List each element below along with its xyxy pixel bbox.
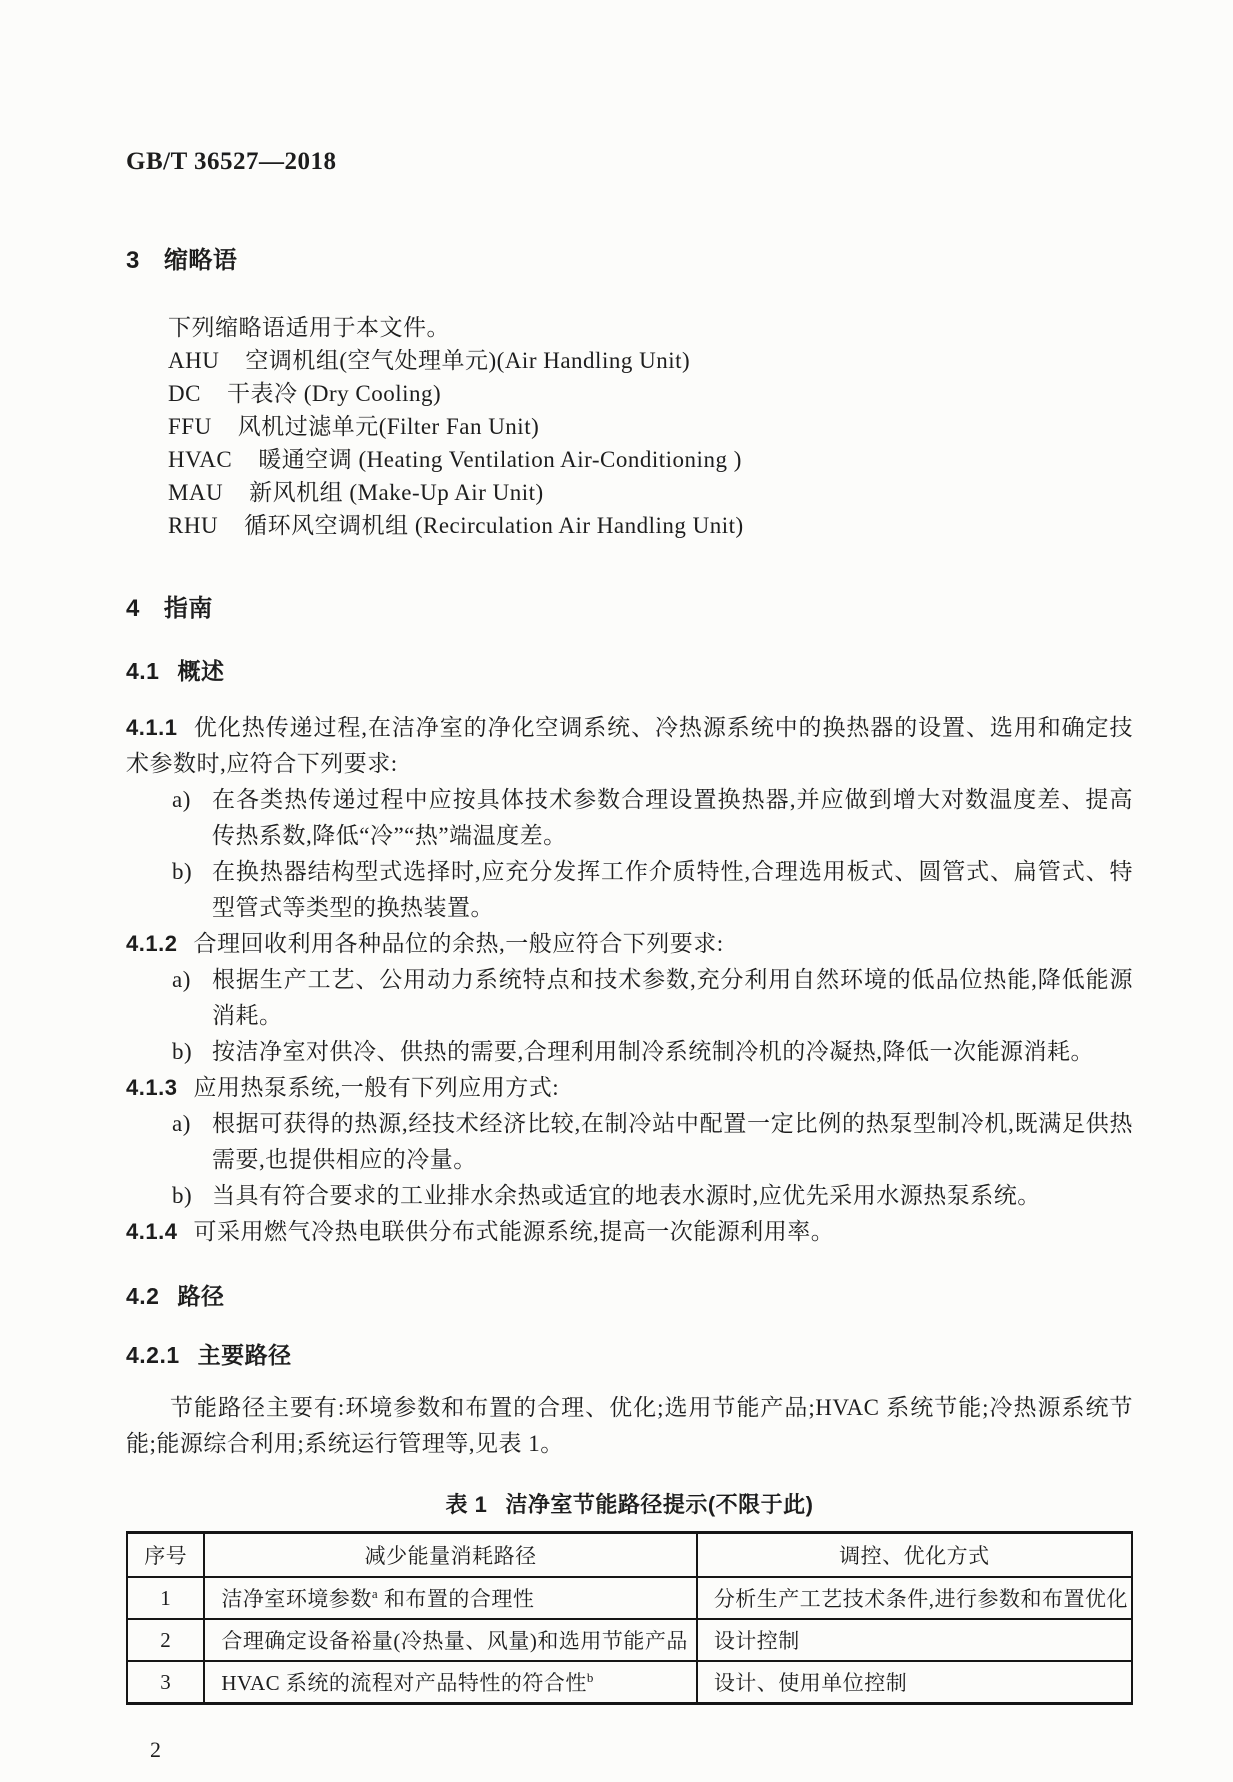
section-4-2-number: 4.2 (126, 1283, 160, 1309)
list-item (126, 782, 1133, 854)
clause-number: 4.1.4 (126, 1219, 178, 1244)
section-3-number: 3 (126, 247, 140, 274)
clause-text: 优化热传递过程,在洁净室的净化空调系统、冷热源系统中的换热器的设置、选用和确定技术参数时,应符合下列要求: (126, 715, 1133, 776)
list-item-label: b) (172, 859, 193, 884)
cell-index: 2 (127, 1619, 204, 1661)
list-item-label: a) (172, 787, 191, 812)
list-item-label: b) (172, 1039, 193, 1064)
section-4-2-1-number: 4.2.1 (126, 1342, 180, 1368)
section-4-2-title: 路径 (177, 1283, 225, 1309)
abbreviation-item (126, 377, 1133, 410)
section-4-heading (126, 588, 1133, 623)
abbreviation-item (126, 344, 1133, 377)
list-item-text: 在各类热传递过程中应按具体技术参数合理设置换热器,并应做到增大对数温度差、提高传热系数,降低“冷”“热”端温度差。 (212, 787, 1133, 848)
list-item-label: a) (172, 967, 191, 992)
list-item-text: 当具有符合要求的工业排水余热或适宜的地表水源时,应优先采用水源热泵系统。 (212, 1183, 1041, 1208)
list-item-text: 在换热器结构型式选择时,应充分发挥工作介质特性,合理选用板式、圆管式、扁管式、特型管式等类型的换热装置。 (212, 859, 1133, 920)
table-header-row (127, 1533, 1132, 1578)
abbr-term: DC (168, 381, 201, 406)
cell-path (204, 1619, 696, 1661)
cell-path-rest: 和布置的合理性 (378, 1587, 535, 1611)
clause-number: 4.1.2 (126, 931, 178, 956)
clause-number: 4.1.1 (126, 715, 178, 740)
table-caption-title: 洁净室节能路径提示(不限于此) (505, 1492, 814, 1517)
list-item-text: 根据可获得的热源,经技术经济比较,在制冷站中配置一定比例的热泵型制冷机,既满足供热需要,也提供相应的冷量。 (212, 1111, 1133, 1172)
cell-path (204, 1661, 696, 1704)
section-4-2-1-paragraph: 节能路径主要有:环境参数和布置的合理、优化;选用节能产品;HVAC 系统节能;冷热源系统节能;能源综合利用;系统运行管理等,见表 1。 (126, 1395, 1133, 1456)
section-4-title: 指南 (163, 595, 213, 622)
cell-path-text: 洁净室环境参数 (221, 1587, 372, 1611)
clause-4-1-3 (126, 1070, 1133, 1106)
abbr-definition: 干表冷 (Dry Cooling) (226, 381, 442, 406)
footnote-marker: a (371, 1586, 379, 1601)
abbr-term: RHU (168, 513, 219, 538)
clause-4-1-2 (126, 926, 1133, 962)
page-number: 2 (150, 1737, 162, 1762)
list-item-text: 按洁净室对供冷、供热的需要,合理利用制冷系统制冷机的冷凝热,降低一次能源消耗。 (212, 1039, 1094, 1064)
cell-method: 设计、使用单位控制 (697, 1661, 1132, 1704)
section-4-1-heading (126, 653, 1133, 686)
abbreviation-item (126, 410, 1133, 443)
column-header-path: 减少能量消耗路径 (204, 1533, 696, 1578)
list-item (126, 962, 1133, 1034)
table-row (127, 1619, 1132, 1661)
abbreviation-item (126, 509, 1133, 542)
list-item (126, 1106, 1133, 1178)
abbr-term: AHU (168, 348, 220, 373)
cell-path (204, 1577, 696, 1619)
list-item (126, 1178, 1133, 1214)
doc-number: GB/T 36527—2018 (126, 148, 337, 175)
clause-number: 4.1.3 (126, 1075, 178, 1100)
section-4-1-number: 4.1 (126, 658, 160, 684)
list-item (126, 854, 1133, 926)
table-caption (126, 1488, 1133, 1519)
section-4-2-heading (126, 1278, 1133, 1311)
table-1 (126, 1531, 1133, 1705)
abbr-definition: 循环风空调机组 (Recirculation Air Handling Unit) (244, 513, 744, 538)
section-4-1-body (126, 710, 1133, 1250)
abbreviation-list (126, 344, 1133, 542)
clause-text: 可采用燃气冷热电联供分布式能源系统,提高一次能源利用率。 (193, 1219, 835, 1244)
list-item-label: a) (172, 1111, 191, 1136)
abbr-definition: 风机过滤单元(Filter Fan Unit) (237, 414, 540, 439)
table-caption-label: 表 1 (445, 1492, 488, 1517)
cell-index: 1 (127, 1577, 204, 1619)
cell-index: 3 (127, 1661, 204, 1704)
section-3-title: 缩略语 (163, 247, 238, 274)
section-4-2-1-heading (126, 1337, 1133, 1370)
clause-text: 应用热泵系统,一般有下列应用方式: (193, 1075, 560, 1100)
table-row (127, 1661, 1132, 1704)
list-item-text: 根据生产工艺、公用动力系统特点和技术参数,充分利用自然环境的低品位热能,降低能源消耗。 (212, 967, 1133, 1028)
cell-path-text: 合理确定设备裕量(冷热量、风量)和选用节能产品 (221, 1629, 688, 1653)
section-4-1-title: 概述 (177, 658, 225, 684)
abbr-term: HVAC (168, 447, 233, 472)
section-4-2-1-title: 主要路径 (197, 1342, 292, 1368)
list-item-label: b) (172, 1183, 193, 1208)
clause-4-1-4 (126, 1214, 1133, 1250)
column-header-index: 序号 (127, 1533, 204, 1578)
abbreviation-item (126, 476, 1133, 509)
column-header-method: 调控、优化方式 (697, 1533, 1132, 1578)
footnote-marker: b (586, 1670, 594, 1685)
abbr-definition: 暖通空调 (Heating Ventilation Air-Conditioning ) (258, 447, 742, 472)
abbr-term: FFU (168, 414, 212, 439)
cell-path-text: HVAC 系统的流程对产品特性的符合性 (221, 1671, 587, 1695)
list-item (126, 1034, 1133, 1070)
cell-method: 分析生产工艺技术条件,进行参数和布置优化 (697, 1577, 1132, 1619)
cell-method: 设计控制 (697, 1619, 1132, 1661)
table-row (127, 1577, 1132, 1619)
abbreviations-intro: 下列缩略语适用于本文件。 (168, 315, 450, 340)
clause-text: 合理回收利用各种品位的余热,一般应符合下列要求: (193, 931, 724, 956)
abbr-definition: 新风机组 (Make-Up Air Unit) (249, 480, 544, 505)
clause-4-1-1 (126, 710, 1133, 782)
abbreviation-item (126, 443, 1133, 476)
abbr-term: MAU (168, 480, 224, 505)
abbr-definition: 空调机组(空气处理单元)(Air Handling Unit) (245, 348, 691, 373)
section-3-heading (126, 240, 1133, 275)
section-4-number: 4 (126, 595, 140, 622)
